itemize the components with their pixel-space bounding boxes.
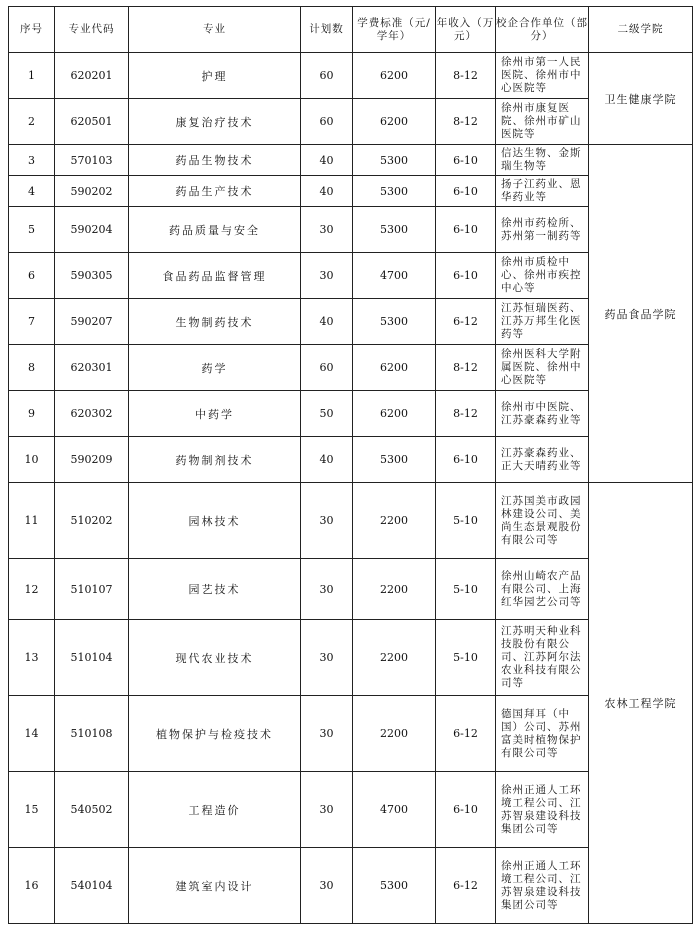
majors-table (8, 6, 693, 924)
cell-major: 园林技术 (129, 483, 301, 559)
cell-quota: 30 (301, 253, 353, 299)
cell-tuition: 6200 (353, 53, 436, 99)
cell-quota: 30 (301, 620, 353, 696)
cell-income: 6-10 (436, 253, 496, 299)
cell-quota: 30 (301, 848, 353, 924)
cell-code: 540502 (55, 772, 129, 848)
cell-major: 生物制药技术 (129, 299, 301, 345)
cell-college-pharma: 药品食品学院 (589, 145, 693, 483)
cell-major: 建筑室内设计 (129, 848, 301, 924)
header-tuition: 学费标准（元/学年） (353, 7, 436, 53)
cell-major: 食品药品监督管理 (129, 253, 301, 299)
cell-code: 510108 (55, 696, 129, 772)
cell-seq: 5 (9, 207, 55, 253)
cell-income: 5-10 (436, 620, 496, 696)
cell-income: 6-12 (436, 696, 496, 772)
header-income: 年收入（万元） (436, 7, 496, 53)
cell-income: 6-10 (436, 176, 496, 207)
cell-partner: 徐州市质检中心、徐州市疾控中心等 (496, 253, 589, 299)
cell-major: 工程造价 (129, 772, 301, 848)
cell-quota: 30 (301, 559, 353, 620)
cell-tuition: 2200 (353, 559, 436, 620)
cell-code: 510202 (55, 483, 129, 559)
cell-quota: 30 (301, 696, 353, 772)
cell-code: 590305 (55, 253, 129, 299)
cell-college-health: 卫生健康学院 (589, 53, 693, 145)
cell-tuition: 6200 (353, 99, 436, 145)
cell-code: 590207 (55, 299, 129, 345)
cell-seq: 2 (9, 99, 55, 145)
cell-partner: 江苏恒瑞医药、江苏万邦生化医药等 (496, 299, 589, 345)
cell-partner: 徐州市中医院、江苏豪森药业等 (496, 391, 589, 437)
cell-major: 中药学 (129, 391, 301, 437)
cell-seq: 9 (9, 391, 55, 437)
cell-quota: 40 (301, 437, 353, 483)
cell-code: 620501 (55, 99, 129, 145)
cell-code: 590204 (55, 207, 129, 253)
cell-income: 6-12 (436, 848, 496, 924)
cell-major: 园艺技术 (129, 559, 301, 620)
cell-seq: 12 (9, 559, 55, 620)
cell-seq: 1 (9, 53, 55, 99)
cell-tuition: 6200 (353, 345, 436, 391)
cell-code: 570103 (55, 145, 129, 176)
cell-code: 590209 (55, 437, 129, 483)
cell-income: 6-10 (436, 145, 496, 176)
cell-seq: 4 (9, 176, 55, 207)
cell-code: 540104 (55, 848, 129, 924)
header-major: 专业 (129, 7, 301, 53)
cell-quota: 50 (301, 391, 353, 437)
cell-major: 植物保护与检疫技术 (129, 696, 301, 772)
cell-major: 康复治疗技术 (129, 99, 301, 145)
cell-income: 8-12 (436, 345, 496, 391)
cell-tuition: 5300 (353, 299, 436, 345)
table-row (9, 53, 693, 99)
cell-quota: 30 (301, 772, 353, 848)
cell-partner: 徐州正通人工环境工程公司、江苏智泉建设科技集团公司等 (496, 848, 589, 924)
cell-tuition: 2200 (353, 620, 436, 696)
cell-major: 现代农业技术 (129, 620, 301, 696)
cell-major: 药品生产技术 (129, 176, 301, 207)
cell-code: 590202 (55, 176, 129, 207)
cell-seq: 13 (9, 620, 55, 696)
cell-quota: 60 (301, 345, 353, 391)
cell-income: 8-12 (436, 53, 496, 99)
cell-partner: 徐州市药检所、苏州第一制药等 (496, 207, 589, 253)
cell-seq: 6 (9, 253, 55, 299)
cell-seq: 7 (9, 299, 55, 345)
cell-seq: 8 (9, 345, 55, 391)
cell-tuition: 5300 (353, 145, 436, 176)
cell-code: 620302 (55, 391, 129, 437)
cell-major: 药品质量与安全 (129, 207, 301, 253)
cell-quota: 60 (301, 53, 353, 99)
cell-partner: 徐州医科大学附属医院、徐州中心医院等 (496, 345, 589, 391)
cell-income: 5-10 (436, 559, 496, 620)
cell-tuition: 6200 (353, 391, 436, 437)
cell-seq: 16 (9, 848, 55, 924)
header-partner: 校企合作单位（部分） (496, 7, 589, 53)
cell-seq: 10 (9, 437, 55, 483)
cell-income: 8-12 (436, 391, 496, 437)
cell-quota: 40 (301, 299, 353, 345)
cell-partner: 扬子江药业、恩华药业等 (496, 176, 589, 207)
cell-major: 药品生物技术 (129, 145, 301, 176)
cell-partner: 江苏豪森药业、正大天晴药业等 (496, 437, 589, 483)
cell-tuition: 4700 (353, 253, 436, 299)
cell-partner: 徐州市康复医院、徐州市矿山医院等 (496, 99, 589, 145)
cell-tuition: 4700 (353, 772, 436, 848)
cell-college-agro: 农林工程学院 (589, 483, 693, 924)
cell-seq: 11 (9, 483, 55, 559)
header-seq: 序号 (9, 7, 55, 53)
cell-partner: 徐州市第一人民医院、徐州市中心医院等 (496, 53, 589, 99)
cell-partner: 徐州正通人工环境工程公司、江苏智泉建设科技集团公司等 (496, 772, 589, 848)
cell-seq: 15 (9, 772, 55, 848)
cell-code: 620201 (55, 53, 129, 99)
header-row (9, 7, 693, 53)
cell-income: 6-12 (436, 299, 496, 345)
table-row (9, 483, 693, 559)
cell-seq: 14 (9, 696, 55, 772)
cell-income: 6-10 (436, 207, 496, 253)
cell-partner: 德国拜耳（中国）公司、苏州富美时植物保护有限公司等 (496, 696, 589, 772)
cell-partner: 信达生物、金斯瑞生物等 (496, 145, 589, 176)
cell-major: 护理 (129, 53, 301, 99)
cell-code: 510107 (55, 559, 129, 620)
cell-quota: 60 (301, 99, 353, 145)
cell-tuition: 2200 (353, 483, 436, 559)
cell-income: 8-12 (436, 99, 496, 145)
header-college: 二级学院 (589, 7, 693, 53)
cell-major: 药物制剂技术 (129, 437, 301, 483)
cell-partner: 徐州山崎农产品有限公司、上海红华园艺公司等 (496, 559, 589, 620)
table-row (9, 145, 693, 176)
cell-income: 6-10 (436, 437, 496, 483)
header-code: 专业代码 (55, 7, 129, 53)
cell-quota: 40 (301, 176, 353, 207)
cell-partner: 江苏国美市政园林建设公司、美尚生态景观股份有限公司等 (496, 483, 589, 559)
cell-partner: 江苏明天种业科技股份有限公司、江苏阿尔法农业科技有限公司等 (496, 620, 589, 696)
cell-tuition: 5300 (353, 207, 436, 253)
cell-tuition: 5300 (353, 437, 436, 483)
cell-code: 510104 (55, 620, 129, 696)
cell-tuition: 5300 (353, 848, 436, 924)
cell-code: 620301 (55, 345, 129, 391)
cell-quota: 30 (301, 483, 353, 559)
cell-seq: 3 (9, 145, 55, 176)
cell-tuition: 2200 (353, 696, 436, 772)
cell-quota: 30 (301, 207, 353, 253)
header-quota: 计划数 (301, 7, 353, 53)
cell-tuition: 5300 (353, 176, 436, 207)
cell-major: 药学 (129, 345, 301, 391)
cell-income: 5-10 (436, 483, 496, 559)
cell-income: 6-10 (436, 772, 496, 848)
cell-quota: 40 (301, 145, 353, 176)
